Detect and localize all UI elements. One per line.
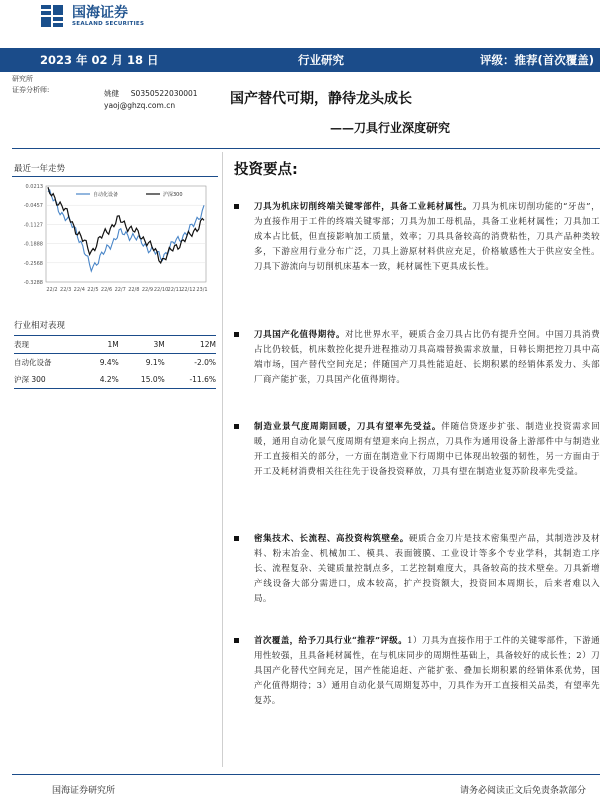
bullet-icon [234,536,239,541]
logo-name-cn: 国海证券 [72,5,128,21]
x-tick-label: 22/3 [60,287,72,293]
analyst-email[interactable]: yaoj@ghzq.com.cn [104,101,176,110]
series-line-automation [48,190,204,271]
point-lead: 密集技术、长流程、高投资构筑壁垒。 [254,534,409,544]
table-cell: 自动化设备 [14,358,52,367]
y-tick-label: 0.0213 [25,184,43,190]
analyst-name: 姚健 [104,89,119,98]
point-text [254,328,600,388]
performance-header-row [14,336,216,354]
logo-name-en: SEALAND SECURITIES [72,21,145,27]
bullet-icon [234,638,239,643]
col-header: 1M [107,340,119,349]
report-type: 行业研究 [298,53,344,67]
table-cell: 9.4% [99,358,119,367]
table-row [14,371,216,389]
trend-divider [12,176,218,177]
report-rating: 评级：推荐(首次覆盖) [479,53,594,67]
header-divider [12,148,600,149]
point-lead: 刀具国产化值得期待。 [254,330,346,340]
section-title: 投资要点: [234,162,298,178]
point-lead: 刀具为机床切削终端关键零部件，具备工业耗材属性。 [254,202,473,212]
x-tick-label: 22/10 [153,287,169,293]
trend-chart [10,178,215,303]
x-tick-label: 22/9 [141,287,154,293]
x-tick-label: 22/5 [87,287,99,293]
legend-label: 自动化设备 [93,192,119,198]
report-subtitle: ——刀具行业深度研究 [330,121,451,135]
point-body: 硬质合金刀片是技术密集型产品，其制造涉及材料、粉末冶金、机械加工、模具、表面镀膜、工业设计等多个专业学科，其制造工序长、流程复杂、关键质量控制点多，工艺控制难度大，具备较高的技术壁垒。刀具新增产线设备大部分需进口，成本较高，扩产投资额大，投资回本周期长，后来者难以入局。 [254,534,600,604]
bullet-icon [234,204,239,209]
plot-frame [46,186,206,282]
point-body: 1）刀具为直接作用于工件的关键零部件，下游通用性较强，且具备耗材属性，在与机床同步的周期性基础上，具备较好的成长性；2）刀具国产化替代空间充足，国产性能追赶、产能扩张、叠加长期积累的经销体系优势，国产化值得期待；3）通用自动化景气周期复苏中，刀具作为开工直接相关品类，有望率先复苏。 [254,636,600,706]
table-cell: 4.2% [99,375,119,384]
list-item [234,634,600,709]
table-cell: -2.0% [194,358,216,367]
list-item [234,200,600,275]
analyst-cert: S0350522030001 [130,89,198,98]
analyst-label: 证券分析师: [12,86,50,94]
performance-table [14,335,216,389]
x-tick-label: 23/1 [196,287,208,293]
column-divider [222,152,223,767]
table-cell: -11.6% [189,375,216,384]
col-header: 表现 [14,340,29,349]
table-cell: 沪深 300 [14,375,46,384]
y-tick-label: -0.3288 [23,280,43,286]
point-lead: 制造业景气度周期回暖，刀具有望率先受益。 [254,422,442,432]
analyst-info [104,88,198,112]
footer-divider [12,774,600,775]
table-cell: 9.1% [145,358,165,367]
x-tick-label: 22/12 [181,287,196,293]
institute-label: 研究所 [12,75,33,83]
point-body: 对比世界水平，硬质合金刀具占比仍有提升空间。中国刀具消费占比仍较低，机床数控化提升进程推动刀具高端替换需求放量，日韩长期把控刀具中高端市场，国产替代空间充足；伴随国产刀具性能追赶、长期积累的经销体系发力、头部厂商产能扩张，刀具国产化值得期待。 [254,330,600,385]
report-title: 国产替代可期，静待龙头成长 [230,91,412,107]
list-item [234,532,600,607]
point-body: 刀具为机床切削功能的“牙齿”，为直接作用于工件的终端关键零部；刀具为加工母机品，具备工业耗材属性；刀具加工成本占比低，但直接影响加工质量，效率；刀具具备较高的消费粘性，刀具产品种类较多，下游应用行业分布广泛，刀具上游原材料供应充足，价格敏感性大于供应安全性。刀具下游流向与切削机床基本一致，耗材属性下更具成长性。 [254,202,600,272]
table-row [14,354,216,372]
legend-label: 沪深300 [163,192,183,198]
institute-meta [12,74,49,96]
y-tick-label: -0.1127 [23,222,43,229]
x-tick-label: 22/7 [114,287,126,293]
point-text [254,200,600,275]
report-banner [0,48,600,72]
point-body: 伴随信贷逐步扩张、制造业投资需求回暖，通用自动化景气度周期有望迎来向上拐点，刀具作为通用设备上游部件中与制造业开工直接相关的部分，一方面在制造业下行周期中已体现出较强的韧性，另一方面由于开工及耗材消费相关往往先于设备投资释放，刀具有望在制造业复苏阶段率先受益。 [254,422,600,477]
x-tick-label: 22/2 [46,287,58,293]
footer-institute: 国海证券研究所 [52,786,116,796]
y-tick-label: -0.0457 [23,203,43,210]
x-tick-label: 22/11 [167,287,182,293]
report-date: 2023 年 02 月 18 日 [40,53,159,67]
trend-title: 最近一年走势 [14,164,66,174]
x-tick-label: 22/4 [73,287,85,293]
y-tick-label: -0.2568 [23,260,43,267]
y-tick-label: -0.1888 [23,241,43,248]
bullet-icon [234,332,239,337]
point-lead: 首次覆盖，给予刀具行业“推荐”评级。 [254,636,408,646]
sealand-logo-icon [40,3,66,29]
point-text [254,634,600,709]
x-tick-label: 22/6 [100,287,113,293]
company-logo [40,3,144,29]
table-cell: 15.0% [140,375,165,384]
x-tick-label: 22/8 [128,287,140,293]
performance-title: 行业相对表现 [14,321,66,331]
bullet-icon [234,424,239,429]
list-item [234,420,600,480]
point-text [254,532,600,607]
point-text [254,420,600,480]
footer-disclaimer[interactable]: 请务必阅读正文后免责条款部分 [459,786,586,796]
list-item [234,328,600,388]
col-header: 12M [199,340,216,349]
col-header: 3M [153,340,165,349]
